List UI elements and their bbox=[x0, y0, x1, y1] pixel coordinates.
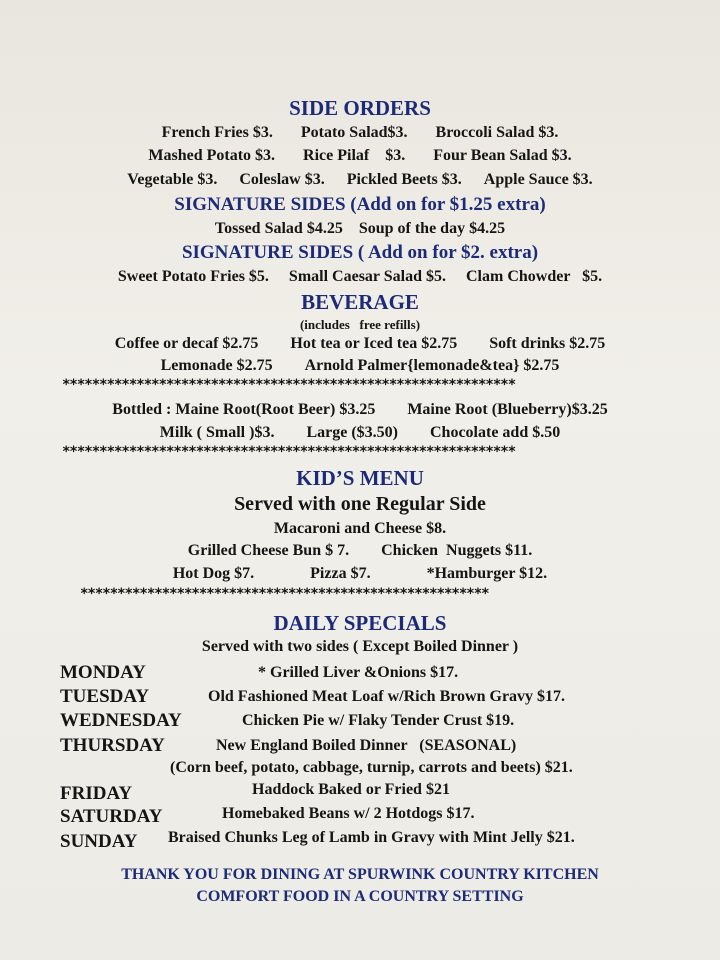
special-monday: * Grilled Liver &Onions $17. bbox=[258, 664, 459, 681]
signature-sides-row-2 bbox=[0, 268, 720, 286]
beverage-row-1 bbox=[0, 335, 720, 353]
beverage-item: Coffee or decaf $2.75 bbox=[114, 335, 259, 352]
side-item: Potato Salad$3. bbox=[300, 124, 408, 141]
side-item: Four Bean Salad $3. bbox=[433, 147, 572, 164]
kids-item: Pizza $7. bbox=[310, 565, 371, 582]
side-orders-row-2 bbox=[0, 147, 720, 165]
side-item: Broccoli Salad $3. bbox=[435, 124, 559, 141]
signature-item: Soup of the day $4.25 bbox=[358, 220, 506, 237]
day-monday: MONDAY bbox=[60, 662, 146, 683]
signature-sides-title-2: SIGNATURE SIDES ( Add on for $2. extra) bbox=[181, 242, 539, 263]
separator-stars: ******************************************************* bbox=[80, 586, 489, 602]
day-wednesday: WEDNESDAY bbox=[60, 710, 182, 731]
beverage-item: Chocolate add $.50 bbox=[429, 424, 561, 441]
kids-menu-row-3 bbox=[0, 565, 720, 583]
side-item: Rice Pilaf $3. bbox=[303, 147, 406, 164]
signature-sides-row-1 bbox=[0, 220, 720, 238]
side-orders-title: SIDE ORDERS bbox=[289, 96, 431, 120]
side-item: Coleslaw $3. bbox=[239, 171, 325, 188]
side-item: French Fries $3. bbox=[161, 124, 273, 141]
footer-tagline: COMFORT FOOD IN A COUNTRY SETTING bbox=[196, 888, 524, 905]
daily-specials-subtitle: Served with two sides ( Except Boiled Dinner ) bbox=[201, 638, 519, 655]
day-saturday: SATURDAY bbox=[60, 806, 163, 827]
signature-sides-title-1: SIGNATURE SIDES (Add on for $1.25 extra) bbox=[174, 194, 546, 215]
daily-specials-title: DAILY SPECIALS bbox=[273, 611, 447, 635]
side-orders-row-1 bbox=[0, 124, 720, 142]
signature-item: Sweet Potato Fries $5. bbox=[117, 268, 269, 285]
beverage-item: Large ($3.50) bbox=[306, 424, 398, 441]
side-item: Apple Sauce $3. bbox=[483, 171, 593, 188]
beverage-item: Arnold Palmer{lemonade&tea} $2.75 bbox=[304, 357, 560, 374]
kids-menu-row-1: Macaroni and Cheese $8. bbox=[273, 520, 447, 537]
beverage-item: Lemonade $2.75 bbox=[160, 357, 273, 374]
day-friday: FRIDAY bbox=[60, 783, 133, 804]
kids-item: Hot Dog $7. bbox=[172, 565, 255, 582]
kids-item: Chicken Nuggets $11. bbox=[381, 542, 533, 559]
beverage-row-4 bbox=[0, 424, 720, 442]
day-sunday: SUNDAY bbox=[60, 831, 138, 852]
special-tuesday: Old Fashioned Meat Loaf w/Rich Brown Gravy $17. bbox=[208, 688, 566, 705]
side-item: Vegetable $3. bbox=[127, 171, 218, 188]
special-thursday: New England Boiled Dinner (SEASONAL) bbox=[216, 737, 517, 754]
signature-item: Tossed Salad $4.25 bbox=[214, 220, 343, 237]
kids-item: *Hamburger $12. bbox=[426, 565, 548, 582]
beverage-item: Bottled : Maine Root(Root Beer) $3.25 bbox=[112, 401, 376, 418]
special-sunday: Braised Chunks Leg of Lamb in Gravy with Mint Jelly $21. bbox=[168, 829, 575, 846]
beverage-item: Maine Root (Blueberry)$3.25 bbox=[407, 401, 608, 418]
special-saturday: Homebaked Beans w/ 2 Hotdogs $17. bbox=[222, 805, 475, 822]
separator-stars: ************************************************************* bbox=[62, 377, 516, 393]
day-thursday: THURSDAY bbox=[60, 735, 165, 756]
side-item: Pickled Beets $3. bbox=[346, 171, 462, 188]
beverage-title: BEVERAGE bbox=[301, 290, 419, 314]
day-tuesday: TUESDAY bbox=[60, 686, 150, 707]
signature-item: Small Caesar Salad $5. bbox=[288, 268, 446, 285]
beverage-item: Milk ( Small )$3. bbox=[159, 424, 275, 441]
separator-stars: ************************************************************* bbox=[62, 444, 516, 460]
footer-thank-you: THANK YOU FOR DINING AT SPURWINK COUNTRY KITCHEN bbox=[121, 866, 599, 883]
special-friday: Haddock Baked or Fried $21 bbox=[252, 781, 450, 798]
kids-menu-title: KID’S MENU bbox=[296, 466, 424, 490]
side-orders-row-3 bbox=[0, 171, 720, 189]
beverage-item: Hot tea or Iced tea $2.75 bbox=[290, 335, 458, 352]
kids-item: Grilled Cheese Bun $ 7. bbox=[187, 542, 350, 559]
kids-menu-row-2 bbox=[0, 542, 720, 560]
beverage-note: (includes free refills) bbox=[299, 317, 421, 332]
beverage-row-2 bbox=[0, 357, 720, 375]
special-thursday-detail: (Corn beef, potato, cabbage, turnip, carrots and beets) $21. bbox=[170, 759, 573, 776]
beverage-row-3 bbox=[0, 401, 720, 419]
beverage-item: Soft drinks $2.75 bbox=[489, 335, 606, 352]
signature-item: Clam Chowder $5. bbox=[465, 268, 603, 285]
special-wednesday: Chicken Pie w/ Flaky Tender Crust $19. bbox=[242, 712, 515, 729]
kids-menu-subtitle: Served with one Regular Side bbox=[234, 493, 486, 515]
side-item: Mashed Potato $3. bbox=[148, 147, 276, 164]
